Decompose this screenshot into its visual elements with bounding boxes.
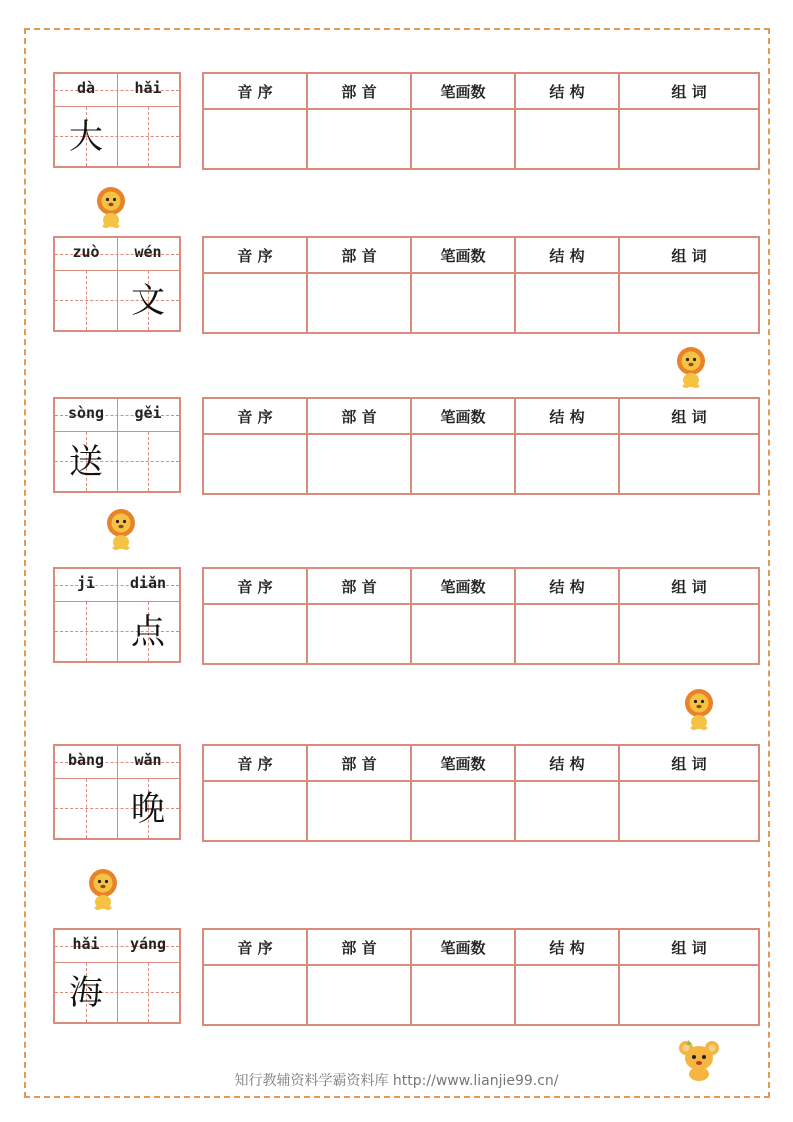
pinyin-left: dà (76, 79, 96, 97)
header-yinxu: 音 序 (203, 73, 307, 109)
answer-cell-bihuashu[interactable] (411, 604, 515, 664)
lion-icon (682, 688, 716, 730)
header-yinxu: 音 序 (203, 237, 307, 273)
answer-cell-jiegou[interactable] (515, 965, 619, 1025)
pinyin-left: zuò (72, 243, 100, 261)
answer-cell-bihuashu[interactable] (411, 965, 515, 1025)
grid-guide-line (86, 602, 87, 661)
answer-cell-yinxu[interactable] (203, 781, 307, 841)
header-zuci: 组 词 (619, 929, 759, 965)
answer-cell-jiegou[interactable] (515, 604, 619, 664)
hanzi-character: 晚 (131, 789, 165, 829)
info-table (202, 72, 760, 170)
pinyin-right: diǎn (129, 574, 167, 592)
answer-cell-bihuashu[interactable] (411, 273, 515, 333)
header-zuci: 组 词 (619, 568, 759, 604)
info-table (202, 567, 760, 665)
header-bushou: 部 首 (307, 929, 411, 965)
answer-cell-yinxu[interactable] (203, 273, 307, 333)
header-yinxu: 音 序 (203, 745, 307, 781)
answer-cell-bushou[interactable] (307, 434, 411, 494)
hanzi-character: 文 (131, 281, 165, 321)
pinyin-right: hǎi (134, 79, 162, 97)
header-jiegou: 结 构 (515, 929, 619, 965)
answer-cell-jiegou[interactable] (515, 273, 619, 333)
info-table (202, 397, 760, 495)
pinyin-right: gěi (134, 404, 162, 422)
header-bushou: 部 首 (307, 745, 411, 781)
hanzi-character: 大 (69, 117, 103, 157)
header-bushou: 部 首 (307, 73, 411, 109)
grid-guide-line (148, 432, 149, 491)
footer-text: 知行教辅资料学霸资料库 http://www.lianjie99.cn/ (234, 1073, 559, 1089)
header-bushou: 部 首 (307, 568, 411, 604)
pinyin-left: bàng (67, 751, 105, 769)
header-bihuashu: 笔画数 (411, 237, 515, 273)
info-table (202, 236, 760, 334)
header-jiegou: 结 构 (515, 73, 619, 109)
lion-icon (674, 346, 708, 388)
answer-cell-bihuashu[interactable] (411, 434, 515, 494)
answer-cell-zuci[interactable] (619, 109, 759, 169)
answer-cell-jiegou[interactable] (515, 434, 619, 494)
char-grid (53, 744, 181, 840)
answer-cell-yinxu[interactable] (203, 109, 307, 169)
answer-cell-jiegou[interactable] (515, 781, 619, 841)
header-zuci: 组 词 (619, 745, 759, 781)
header-jiegou: 结 构 (515, 237, 619, 273)
answer-cell-jiegou[interactable] (515, 109, 619, 169)
header-zuci: 组 词 (619, 237, 759, 273)
hanzi-character: 送 (69, 442, 103, 482)
answer-cell-bushou[interactable] (307, 273, 411, 333)
header-zuci: 组 词 (619, 73, 759, 109)
lion-icon (94, 186, 128, 228)
answer-cell-yinxu[interactable] (203, 604, 307, 664)
answer-cell-zuci[interactable] (619, 604, 759, 664)
pinyin-left: jī (76, 574, 96, 592)
header-bushou: 部 首 (307, 398, 411, 434)
answer-cell-zuci[interactable] (619, 434, 759, 494)
answer-cell-bihuashu[interactable] (411, 781, 515, 841)
header-yinxu: 音 序 (203, 568, 307, 604)
grid-guide-line (86, 271, 87, 330)
header-bihuashu: 笔画数 (411, 398, 515, 434)
pinyin-right: yáng (129, 935, 167, 953)
answer-cell-zuci[interactable] (619, 965, 759, 1025)
info-table (202, 928, 760, 1026)
answer-cell-bushou[interactable] (307, 965, 411, 1025)
char-grid (53, 397, 181, 493)
header-yinxu: 音 序 (203, 398, 307, 434)
header-zuci: 组 词 (619, 398, 759, 434)
char-grid (53, 72, 181, 168)
char-grid (53, 567, 181, 663)
pinyin-left: sòng (67, 404, 105, 422)
info-table (202, 744, 760, 842)
answer-cell-bushou[interactable] (307, 109, 411, 169)
pinyin-right: wén (134, 243, 162, 261)
hanzi-character: 点 (131, 612, 165, 652)
answer-cell-zuci[interactable] (619, 781, 759, 841)
header-yinxu: 音 序 (203, 929, 307, 965)
answer-cell-zuci[interactable] (619, 273, 759, 333)
header-jiegou: 结 构 (515, 568, 619, 604)
header-jiegou: 结 构 (515, 398, 619, 434)
pinyin-left: hǎi (72, 935, 100, 953)
grid-guide-line (148, 107, 149, 166)
grid-guide-line (148, 963, 149, 1022)
lion-icon (104, 508, 138, 550)
pinyin-right: wǎn (134, 751, 162, 769)
header-bihuashu: 笔画数 (411, 745, 515, 781)
grid-guide-line (86, 779, 87, 838)
header-bihuashu: 笔画数 (411, 73, 515, 109)
hanzi-character: 海 (69, 973, 103, 1013)
answer-cell-bushou[interactable] (307, 604, 411, 664)
lion-icon (86, 868, 120, 910)
char-grid (53, 236, 181, 332)
header-bihuashu: 笔画数 (411, 568, 515, 604)
char-grid (53, 928, 181, 1024)
header-jiegou: 结 构 (515, 745, 619, 781)
answer-cell-yinxu[interactable] (203, 434, 307, 494)
answer-cell-bihuashu[interactable] (411, 109, 515, 169)
header-bushou: 部 首 (307, 237, 411, 273)
header-bihuashu: 笔画数 (411, 929, 515, 965)
answer-cell-yinxu[interactable] (203, 965, 307, 1025)
answer-cell-bushou[interactable] (307, 781, 411, 841)
